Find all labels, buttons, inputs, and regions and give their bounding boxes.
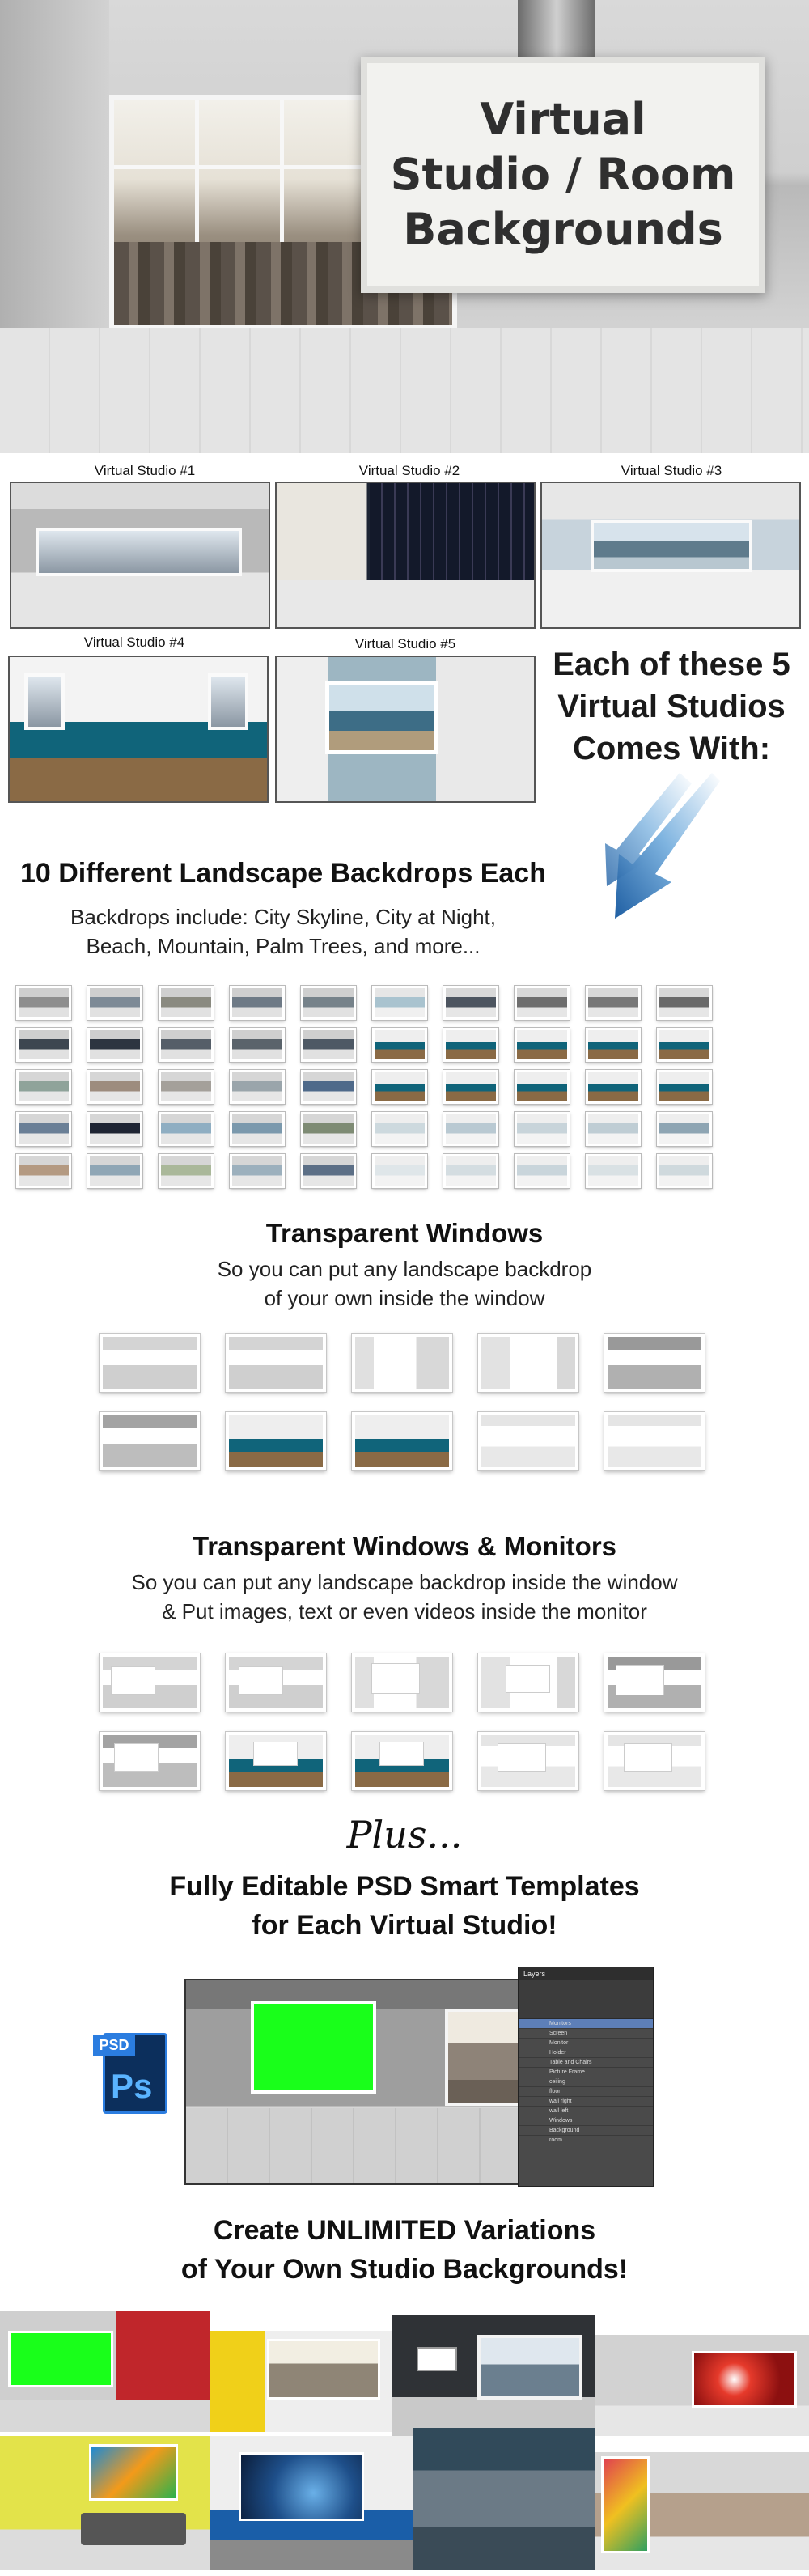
collage-image [595, 2335, 809, 2436]
photoshop-icon [93, 2033, 166, 2114]
backdrop-thumbnail[interactable] [87, 1028, 142, 1062]
collage-image [413, 2428, 595, 2570]
collage-image [595, 2452, 809, 2570]
layer-row[interactable]: Monitor [519, 2039, 653, 2048]
backdrop-thumbnail[interactable] [443, 986, 498, 1020]
transparent-window-thumbnail[interactable] [352, 1412, 452, 1470]
transparent-window-thumbnail[interactable] [226, 1334, 326, 1392]
backdrop-thumbnail[interactable] [16, 986, 71, 1020]
transparent-window-thumbnail[interactable] [478, 1334, 578, 1392]
backdrop-thumbnail[interactable] [586, 986, 641, 1020]
studio-4-caption: Virtual Studio #4 [83, 634, 185, 650]
collage-image [210, 2331, 392, 2432]
monitor-template-thumbnail[interactable] [100, 1732, 200, 1790]
backdrop-thumbnail[interactable] [586, 1070, 641, 1104]
psd-templates-heading: Fully Editable PSD Smart Templates for Each Virtual Studio! [169, 1871, 640, 1941]
green-screen-monitor [251, 2001, 376, 2094]
backdrop-thumbnail[interactable] [515, 1028, 570, 1062]
monitor-template-grid [100, 1653, 714, 1790]
studio-2-thumbnail[interactable] [275, 482, 536, 629]
studio-1-thumbnail[interactable] [10, 482, 270, 629]
backdrop-thumbnail[interactable] [87, 1154, 142, 1188]
backdrop-thumbnail[interactable] [159, 1070, 214, 1104]
backdrop-thumbnail[interactable] [159, 986, 214, 1020]
backdrop-thumbnail[interactable] [301, 1112, 356, 1146]
layer-row[interactable]: Screen [519, 2029, 653, 2039]
layer-row[interactable]: floor [519, 2087, 653, 2097]
backdrop-thumbnail[interactable] [372, 1154, 427, 1188]
transparent-window-thumbnail[interactable] [604, 1334, 705, 1392]
layer-row[interactable]: wall left [519, 2107, 653, 2116]
monitors-heading: Transparent Windows & Monitors [192, 1531, 617, 1561]
monitor-template-thumbnail[interactable] [604, 1732, 705, 1790]
layer-row[interactable]: room [519, 2136, 653, 2145]
backdrop-thumbnail[interactable] [586, 1154, 641, 1188]
transparent-window-thumbnail[interactable] [100, 1334, 200, 1392]
hero-sign [361, 57, 765, 293]
backdrop-thumbnail[interactable] [301, 986, 356, 1020]
studio-5-caption: Virtual Studio #5 [354, 636, 456, 651]
backdrop-thumbnail[interactable] [230, 1112, 285, 1146]
backdrop-thumbnail[interactable] [16, 1028, 71, 1062]
backdrop-thumbnail[interactable] [16, 1070, 71, 1104]
backdrop-thumbnail[interactable] [87, 1070, 142, 1104]
monitor-template-thumbnail[interactable] [226, 1653, 326, 1712]
hero-wall [0, 0, 109, 356]
layer-row[interactable]: Monitors [519, 2019, 653, 2029]
transparent-windows-description: So you can put any landscape backdrop of your own inside the window [217, 1257, 592, 1310]
backdrop-thumbnail[interactable] [159, 1154, 214, 1188]
monitor-template-thumbnail[interactable] [478, 1653, 578, 1712]
backdrop-thumbnail[interactable] [586, 1028, 641, 1062]
layer-row[interactable]: Background [519, 2126, 653, 2136]
transparent-window-thumbnail[interactable] [604, 1412, 705, 1470]
collage-image [392, 2315, 595, 2436]
plus-label: Plus... [346, 1813, 463, 1857]
backdrop-thumbnail[interactable] [16, 1154, 71, 1188]
monitor-template-thumbnail[interactable] [100, 1653, 200, 1712]
backdrop-thumbnail[interactable] [230, 1028, 285, 1062]
backdrop-thumbnail[interactable] [159, 1028, 214, 1062]
layers-panel-title: Layers [519, 1967, 653, 1980]
backdrops-heading: 10 Different Landscape Backdrops Each [19, 858, 546, 889]
backdrop-thumbnail[interactable] [586, 1112, 641, 1146]
backdrop-thumbnail-grid [16, 986, 712, 1188]
backdrop-thumbnail[interactable] [657, 1112, 712, 1146]
collage-image [210, 2436, 413, 2570]
layer-row[interactable]: Table and Chairs [519, 2058, 653, 2068]
backdrop-thumbnail[interactable] [16, 1112, 71, 1146]
layer-row[interactable]: Windows [519, 2116, 653, 2126]
layer-row[interactable]: Holder [519, 2048, 653, 2058]
monitor-template-thumbnail[interactable] [352, 1653, 452, 1712]
backdrop-thumbnail[interactable] [372, 1070, 427, 1104]
monitor-template-thumbnail[interactable] [604, 1653, 705, 1712]
transparent-window-thumbnail[interactable] [226, 1412, 326, 1470]
transparent-window-thumbnail[interactable] [352, 1334, 452, 1392]
studio-5-thumbnail[interactable] [275, 656, 536, 803]
collage-image [0, 2311, 210, 2432]
layer-row[interactable]: Picture Frame [519, 2068, 653, 2077]
backdrop-thumbnail[interactable] [657, 986, 712, 1020]
hero-banner [0, 0, 809, 453]
backdrop-thumbnail[interactable] [515, 1112, 570, 1146]
transparent-window-grid [100, 1334, 714, 1470]
hero-title: Virtual Studio / Room Backgrounds [390, 94, 736, 255]
backdrop-thumbnail[interactable] [301, 1070, 356, 1104]
monitor-template-thumbnail[interactable] [478, 1732, 578, 1790]
hero-floor [0, 328, 809, 453]
studio-3-thumbnail[interactable] [540, 482, 801, 629]
transparent-window-thumbnail[interactable] [478, 1412, 578, 1470]
studio-1-caption: Virtual Studio #1 [94, 463, 196, 478]
backdrop-thumbnail[interactable] [443, 1028, 498, 1062]
backdrop-thumbnail[interactable] [230, 1154, 285, 1188]
studio-2-caption: Virtual Studio #2 [358, 463, 460, 478]
backdrops-description: Backdrops include: City Skyline, City at Night, Beach, Mountain, Palm Trees, and more... [70, 905, 496, 958]
backdrop-thumbnail[interactable] [515, 1070, 570, 1104]
ps-glyph: Ps [111, 2067, 153, 2105]
backdrop-thumbnail[interactable] [515, 1154, 570, 1188]
studio-4-thumbnail[interactable] [8, 656, 269, 803]
backdrop-thumbnail[interactable] [515, 986, 570, 1020]
monitor-template-thumbnail[interactable] [352, 1732, 452, 1790]
layer-row[interactable]: ceiling [519, 2077, 653, 2087]
backdrop-thumbnail[interactable] [657, 1070, 712, 1104]
layer-row[interactable]: wall right [519, 2097, 653, 2107]
transparent-window-thumbnail[interactable] [100, 1412, 200, 1470]
backdrop-thumbnail[interactable] [159, 1112, 214, 1146]
monitor-template-thumbnail[interactable] [226, 1732, 326, 1790]
unlimited-variations-heading: Create UNLIMITED Variations of Your Own Studio Backgrounds! [180, 2215, 629, 2285]
comes-with-text: Each of these 5 Virtual Studios Comes With: [553, 647, 790, 766]
backdrop-thumbnail[interactable] [230, 986, 285, 1020]
backdrop-thumbnail[interactable] [657, 1154, 712, 1188]
sign-mount [518, 0, 595, 63]
backdrop-thumbnail[interactable] [87, 986, 142, 1020]
backdrop-thumbnail[interactable] [657, 1028, 712, 1062]
transparent-windows-heading: Transparent Windows [265, 1218, 544, 1248]
layers-panel [518, 1967, 654, 2187]
backdrop-thumbnail[interactable] [301, 1028, 356, 1062]
monitors-description: So you can put any landscape backdrop inside the window & Put images, text or even videos inside the monitor [131, 1570, 678, 1623]
backdrop-thumbnail[interactable] [372, 1028, 427, 1062]
backdrop-thumbnail[interactable] [372, 1112, 427, 1146]
collage-image [0, 2436, 210, 2570]
backdrop-thumbnail[interactable] [372, 986, 427, 1020]
backdrop-thumbnail[interactable] [301, 1154, 356, 1188]
backdrop-thumbnail[interactable] [230, 1070, 285, 1104]
backdrop-thumbnail[interactable] [87, 1112, 142, 1146]
backdrop-thumbnail[interactable] [443, 1154, 498, 1188]
backdrop-thumbnail[interactable] [443, 1112, 498, 1146]
down-arrow-icon [591, 769, 724, 923]
studio-3-caption: Virtual Studio #3 [621, 463, 722, 478]
backdrop-thumbnail[interactable] [443, 1070, 498, 1104]
psd-tag: PSD [93, 2035, 135, 2056]
